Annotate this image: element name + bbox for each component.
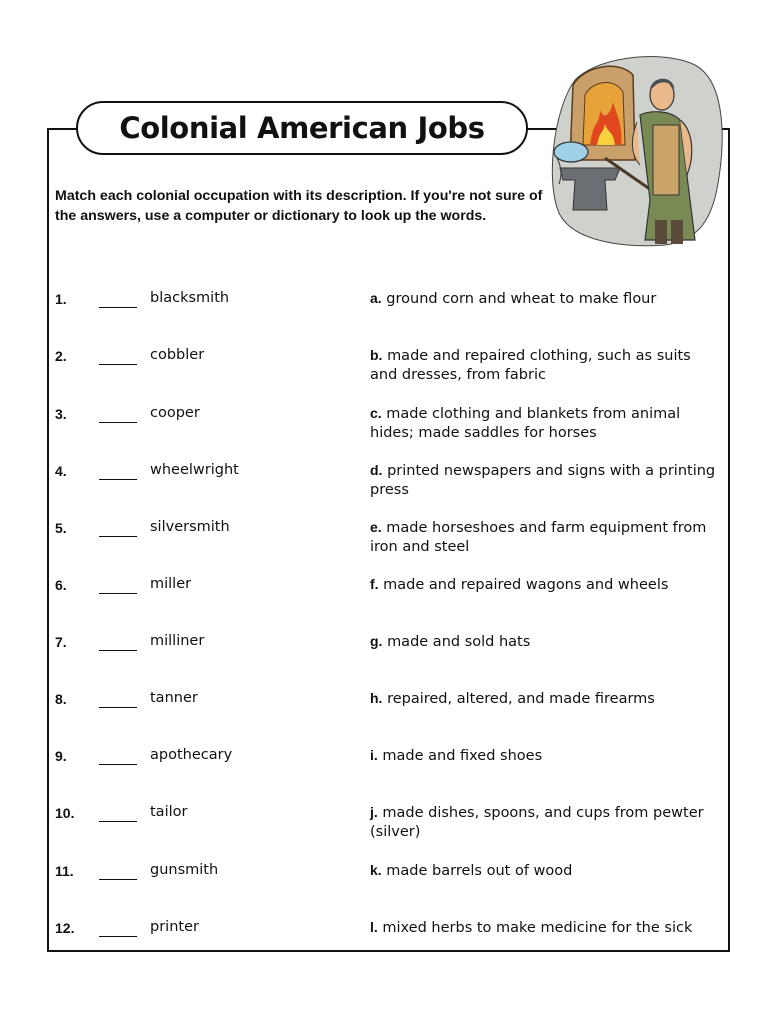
- answer-blank[interactable]: [99, 593, 137, 594]
- description-letter: l.: [370, 919, 378, 935]
- item-number: 1.: [55, 291, 67, 307]
- item-number: 4.: [55, 463, 67, 479]
- occupation-label: tanner: [150, 690, 198, 706]
- description-text: made horseshoes and farm equipment from iron and steel: [370, 520, 707, 555]
- description-item: [370, 746, 720, 766]
- title-text: Colonial American Jobs: [119, 111, 485, 145]
- item-number: 2.: [55, 348, 67, 364]
- occupation-label: wheelwright: [150, 462, 239, 478]
- answer-blank[interactable]: [99, 479, 137, 480]
- description-letter: g.: [370, 633, 383, 649]
- occupation-label: cooper: [150, 405, 200, 421]
- description-letter: a.: [370, 290, 382, 306]
- answer-blank[interactable]: [99, 879, 137, 880]
- item-number: 7.: [55, 634, 67, 650]
- description-item: [370, 346, 720, 385]
- description-item: [370, 404, 720, 443]
- answer-blank[interactable]: [99, 422, 137, 423]
- description-letter: b.: [370, 347, 383, 363]
- instructions: Match each colonial occupation with its description. If you're not sure of the answers, use a computer or dictionary to look up the words.: [55, 188, 543, 224]
- description-text: made clothing and blankets from animal hides; made saddles for horses: [370, 406, 681, 441]
- answer-blank[interactable]: [99, 536, 137, 537]
- description-letter: e.: [370, 519, 382, 535]
- description-text: made and repaired wagons and wheels: [383, 577, 669, 593]
- answer-blank[interactable]: [99, 821, 137, 822]
- description-item: [370, 575, 720, 595]
- occupation-label: printer: [150, 919, 199, 935]
- description-letter: d.: [370, 462, 383, 478]
- description-text: made barrels out of wood: [386, 863, 573, 879]
- description-item: [370, 289, 720, 309]
- occupation-label: gunsmith: [150, 862, 219, 878]
- occupation-label: apothecary: [150, 747, 233, 763]
- item-number: 3.: [55, 406, 67, 422]
- description-letter: j.: [370, 804, 378, 820]
- worksheet-title: [76, 101, 528, 155]
- description-letter: h.: [370, 690, 383, 706]
- description-item: [370, 861, 720, 881]
- occupation-label: cobbler: [150, 347, 205, 363]
- occupation-label: blacksmith: [150, 290, 230, 306]
- description-item: [370, 632, 720, 652]
- occupation-label: milliner: [150, 633, 205, 649]
- item-number: 10.: [55, 805, 75, 821]
- description-text: made and fixed shoes: [382, 748, 543, 764]
- item-number: 9.: [55, 748, 67, 764]
- item-number: 8.: [55, 691, 67, 707]
- description-letter: i.: [370, 747, 378, 763]
- description-text: ground corn and wheat to make flour: [386, 291, 657, 307]
- description-item: [370, 918, 720, 938]
- description-text: printed newspapers and signs with a printing press: [370, 463, 716, 498]
- description-item: [370, 518, 720, 557]
- description-text: made dishes, spoons, and cups from pewter (silver): [370, 805, 704, 840]
- description-item: [370, 461, 720, 500]
- item-number: 12.: [55, 920, 75, 936]
- answer-blank[interactable]: [99, 764, 137, 765]
- item-number: 11.: [55, 863, 74, 879]
- description-text: made and sold hats: [387, 634, 531, 650]
- description-item: [370, 803, 720, 842]
- answer-blank[interactable]: [99, 707, 137, 708]
- description-letter: k.: [370, 862, 382, 878]
- item-number: 5.: [55, 520, 67, 536]
- description-text: repaired, altered, and made firearms: [387, 691, 655, 707]
- description-text: mixed herbs to make medicine for the sick: [382, 920, 693, 936]
- answer-blank[interactable]: [99, 650, 137, 651]
- description-text: made and repaired clothing, such as suits and dresses, from fabric: [370, 348, 691, 383]
- occupation-label: tailor: [150, 804, 188, 820]
- answer-blank[interactable]: [99, 307, 137, 308]
- answer-blank[interactable]: [99, 936, 137, 937]
- description-item: [370, 689, 720, 709]
- occupation-label: miller: [150, 576, 192, 592]
- blacksmith-at-forge-illustration: [545, 50, 725, 250]
- item-number: 6.: [55, 577, 67, 593]
- occupation-label: silversmith: [150, 519, 230, 535]
- answer-blank[interactable]: [99, 364, 137, 365]
- description-letter: f.: [370, 576, 379, 592]
- description-letter: c.: [370, 405, 382, 421]
